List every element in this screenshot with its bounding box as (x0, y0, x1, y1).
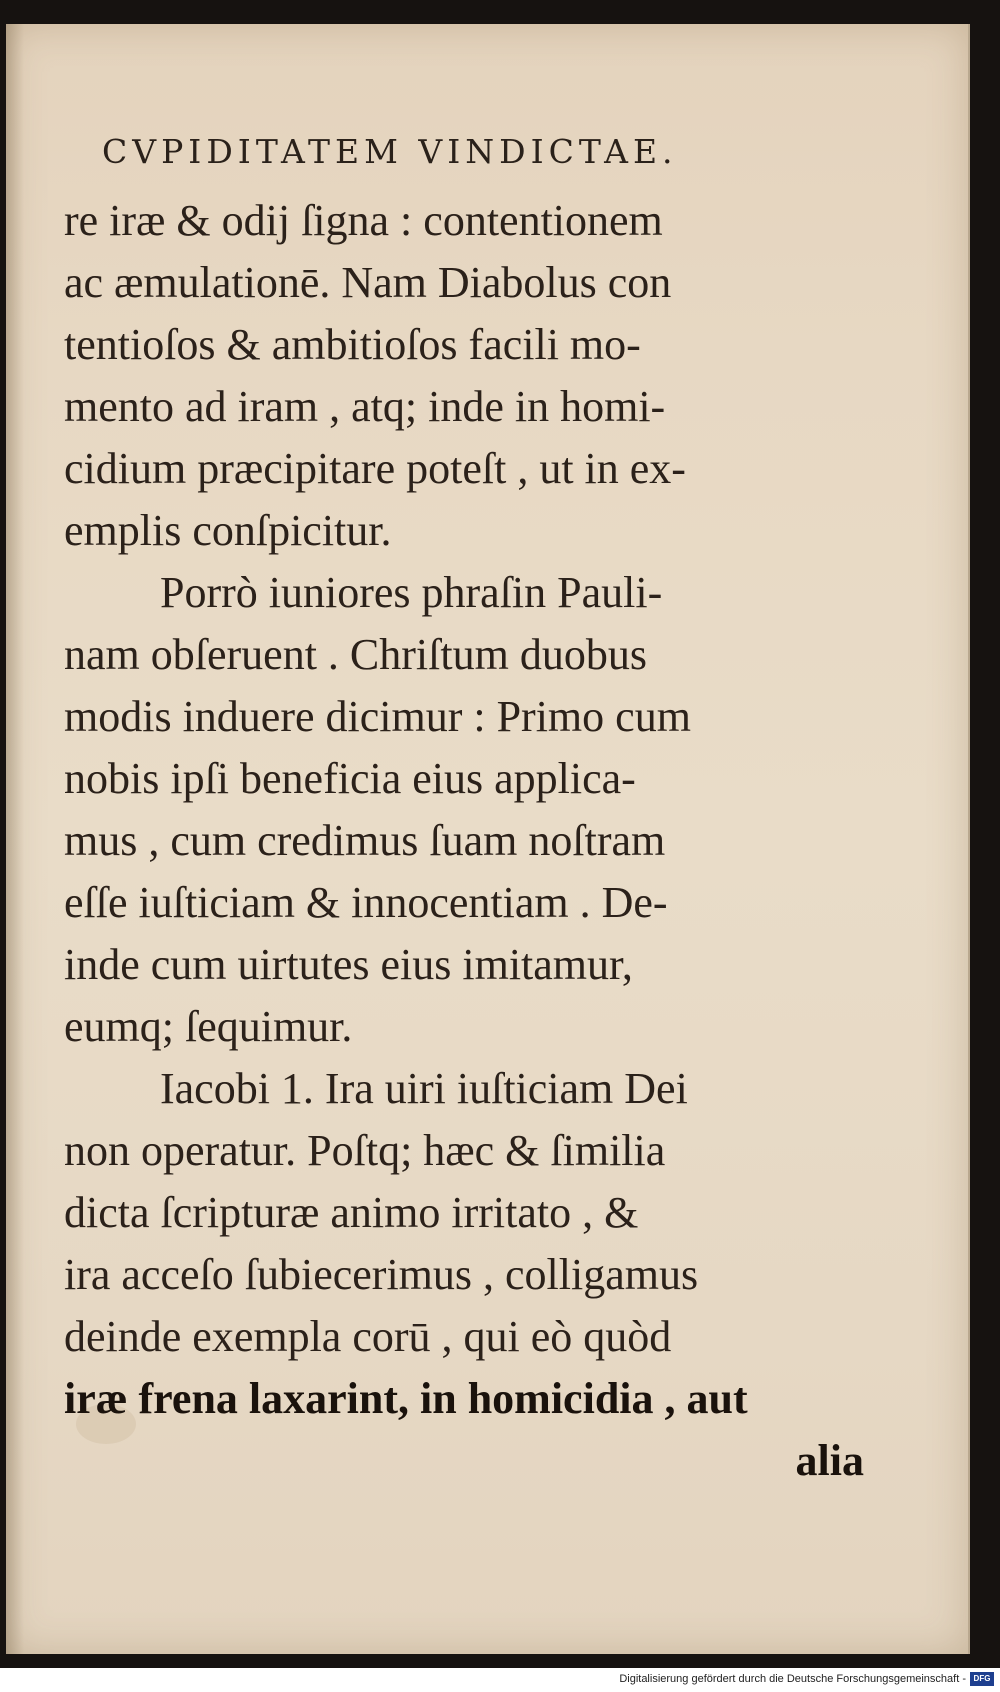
text-line: cidium præcipitare poteſt , ut in ex- (64, 444, 686, 493)
text-line: modis induere dicimur : Primo cum (64, 692, 691, 741)
text-line: nam obſeruent . Chriſtum duobus (64, 630, 647, 679)
book-page (6, 24, 970, 1654)
text-line: re iræ & odij ſigna : contentionem (64, 196, 663, 245)
text-line: tentioſos & ambitioſos facili mo- (64, 320, 641, 369)
paragraph-start-line: Iacobi 1. Ira uiri iuſticiam Dei (160, 1064, 688, 1113)
text-line: mento ad iram , atq; inde in homi- (64, 382, 666, 431)
dfg-logo-icon: DFG (970, 1672, 994, 1686)
gutter-shadow (6, 24, 24, 1654)
text-line: eſſe iuſticiam & innocentiam . De- (64, 878, 668, 927)
footer-bar (0, 1668, 1000, 1692)
text-line: eumq; ſequimur. (64, 1002, 353, 1051)
text-line: emplis conſpicitur. (64, 506, 392, 555)
text-line: non operatur. Poſtq; hæc & ſimilia (64, 1126, 666, 1175)
catchword: alia (795, 1436, 864, 1485)
body-text (64, 190, 864, 1492)
text-line: nobis ipſi beneficia eius applica- (64, 754, 636, 803)
text-line: ac æmulationē. Nam Diabolus con (64, 258, 672, 307)
running-head: CVPIDITATEM VINDICTAE. (102, 132, 678, 171)
text-line: iræ frena laxarint, in homicidia , aut (64, 1374, 748, 1423)
text-line: ira acceſo ſubiecerimus , colligamus (64, 1250, 699, 1299)
text-line: dicta ſcripturæ animo irritato , & (64, 1188, 639, 1237)
paragraph-start-line: Porrò iuniores phraſin Pauli- (160, 568, 663, 617)
text-line: deinde exempla corū , qui eò quòd (64, 1312, 672, 1361)
funding-credit: Digitalisierung gefördert durch die Deutsche Forschungsgemeinschaft - (619, 1673, 966, 1685)
text-line: inde cum uirtutes eius imitamur, (64, 940, 633, 989)
text-line: mus , cum credimus ſuam noſtram (64, 816, 666, 865)
